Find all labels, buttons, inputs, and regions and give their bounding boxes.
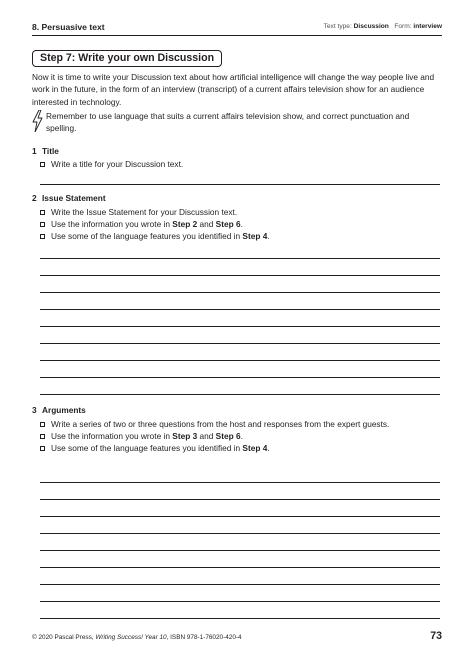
writing-line[interactable] [40,258,440,259]
list-item: Write a series of two or three questions from the host and responses from the expert guests. [40,418,435,430]
section-number: 3 [32,405,37,415]
checkbox-square-icon [40,422,45,427]
writing-line[interactable] [40,550,440,551]
bullet-list [40,158,435,170]
list-item: Use the information you wrote in Step 3 and Step 6. [40,430,435,442]
writing-line[interactable] [40,499,440,500]
lightning-bolt-icon [32,110,43,132]
writing-line[interactable] [40,377,440,378]
writing-line[interactable] [40,533,440,534]
writing-line[interactable] [40,394,440,395]
writing-line[interactable] [40,360,440,361]
writing-line[interactable] [40,184,440,185]
writing-line[interactable] [40,275,440,276]
page-header [32,22,442,36]
section-number: 1 [32,146,37,156]
checkbox-square-icon [40,234,45,239]
section-heading: Arguments [42,405,86,415]
list-item: Use some of the language features you identified in Step 4. [40,230,435,242]
list-item: Use the information you wrote in Step 2 and Step 6. [40,218,435,230]
form-value: interview [413,23,442,30]
intro-paragraph: Now it is time to write your Discussion text about how artificial intelligence will change the way people live and work in the future, in the form of an interview (transcript) of a current affairs television show for an audience interested in technology. [32,72,435,107]
chapter-title: 8. Persuasive text [32,22,105,32]
text-type-value: Discussion [353,23,389,30]
remember-text: Remember to use language that suits a current affairs television show, and correct punctuation and spelling. [46,111,410,134]
checkbox-square-icon [40,446,45,451]
bullet-list [40,206,435,243]
writing-line[interactable] [40,343,440,344]
step-title: Step 7: Write your own Discussion [32,50,222,67]
text-type-info [324,23,442,30]
writing-line[interactable] [40,309,440,310]
section-title [32,193,106,203]
form-label: Form: [394,23,412,30]
section-heading: Title [42,146,59,156]
list-item: Use some of the language features you identified in Step 4. [40,442,435,454]
section-title [32,146,59,156]
writing-line[interactable] [40,516,440,517]
copyright-notice: © 2020 Pascal Press, Writing Success! Year 10, ISBN 978-1-76020-420-4 [32,634,242,641]
text-type-label: Text type: [323,23,352,30]
page-number: 73 [430,630,442,642]
section-title [32,405,86,415]
writing-line[interactable] [40,482,440,483]
writing-line[interactable] [40,584,440,585]
checkbox-square-icon [40,222,45,227]
checkbox-square-icon [40,162,45,167]
writing-line[interactable] [40,326,440,327]
writing-line[interactable] [40,567,440,568]
checkbox-square-icon [40,210,45,215]
section-number: 2 [32,193,37,203]
writing-line[interactable] [40,601,440,602]
list-item: Write the Issue Statement for your Discussion text. [40,206,435,218]
bullet-list [40,418,435,455]
list-item: Write a title for your Discussion text. [40,158,435,170]
writing-line[interactable] [40,292,440,293]
section-heading: Issue Statement [42,193,106,203]
writing-line[interactable] [40,618,440,619]
checkbox-square-icon [40,434,45,439]
